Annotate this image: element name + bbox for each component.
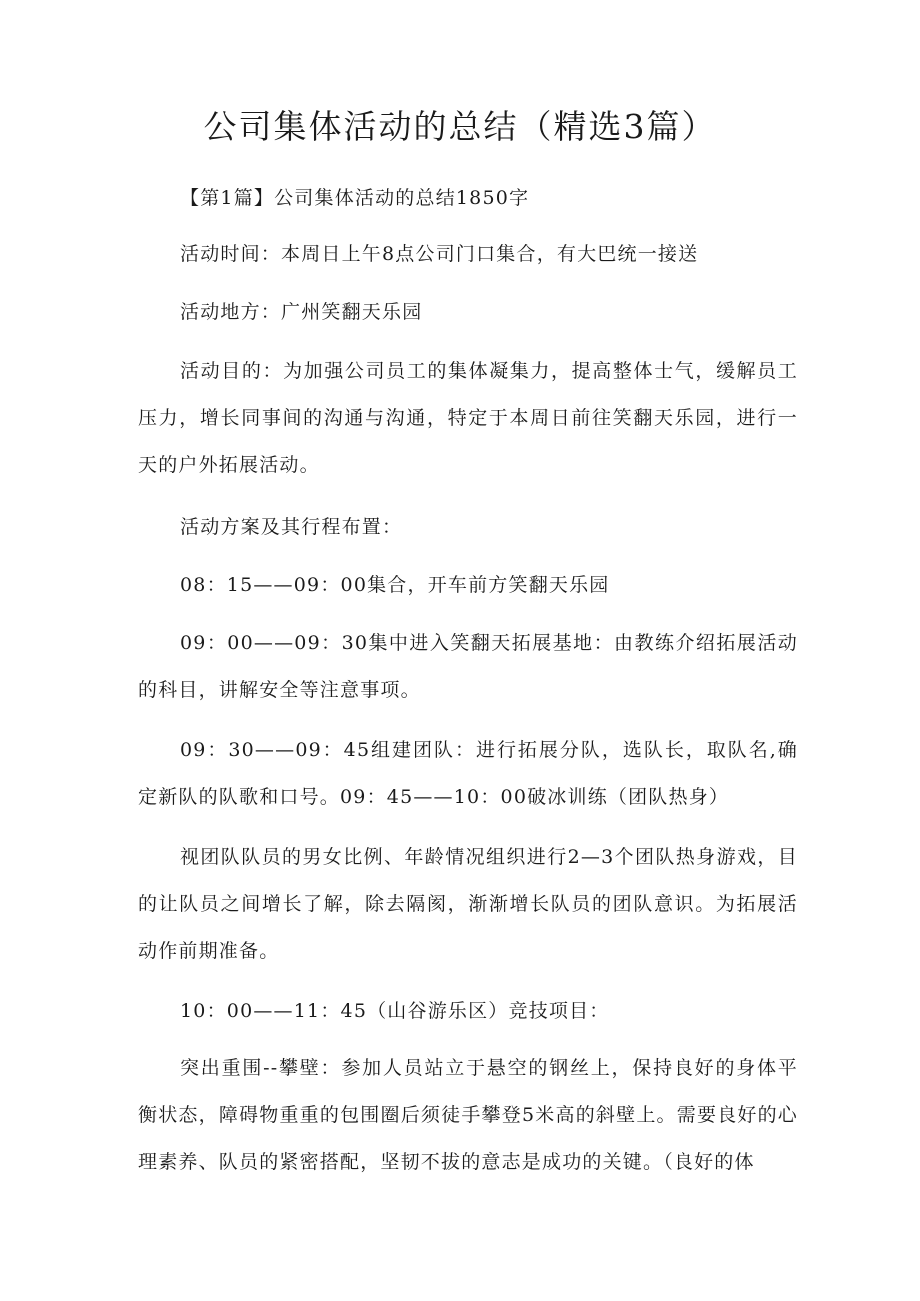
schedule-item: 08：15——09：00集合，开车前方笑翻天乐园 xyxy=(180,574,610,596)
activity-time: 活动时间：本周日上午8点公司门口集合，有大巴统一接送 xyxy=(180,243,699,265)
body-paragraph: 突出重围--攀壁：参加人员站立于悬空的钢丝上，保持良好的身体平衡状态，障碍物重重的包围圈后须徒手攀登5米高的斜壁上。需要良好的心理素养、队员的紧密搭配，坚韧不拔的意志是成功的关键。（良好的体 xyxy=(138,1057,798,1173)
schedule-item: 09：30——09：45组建团队：进行拓展分队，选队长，取队名,确定新队的队歌和口号。09：45——10：00破冰训练（团队热身） xyxy=(138,739,798,808)
activity-place: 活动地方：广州笑翻天乐园 xyxy=(180,301,423,323)
activity-plan-heading: 活动方案及其行程布置： xyxy=(180,516,403,538)
schedule-item: 10：00——11：45（山谷游乐区）竞技项目： xyxy=(180,1000,610,1022)
page-title: 公司集体活动的总结（精选3篇） xyxy=(203,107,717,146)
body-paragraph: 视团队队员的男女比例、年龄情况组织进行2—3个团队热身游戏，目的让队员之间增长了解，除去隔阂，渐渐增长队员的团队意识。为拓展活动作前期准备。 xyxy=(138,846,798,962)
schedule-item: 09：00——09：30集中进入笑翻天拓展基地：由教练介绍拓展活动的科目，讲解安全等注意事项。 xyxy=(138,632,798,701)
section-heading: 【第1篇】公司集体活动的总结1850字 xyxy=(180,187,530,209)
activity-purpose: 活动目的：为加强公司员工的集体凝集力，提高整体士气，缓解员工压力，增长同事间的沟通与沟通，特定于本周日前往笑翻天乐园，进行一天的户外拓展活动。 xyxy=(138,360,798,476)
